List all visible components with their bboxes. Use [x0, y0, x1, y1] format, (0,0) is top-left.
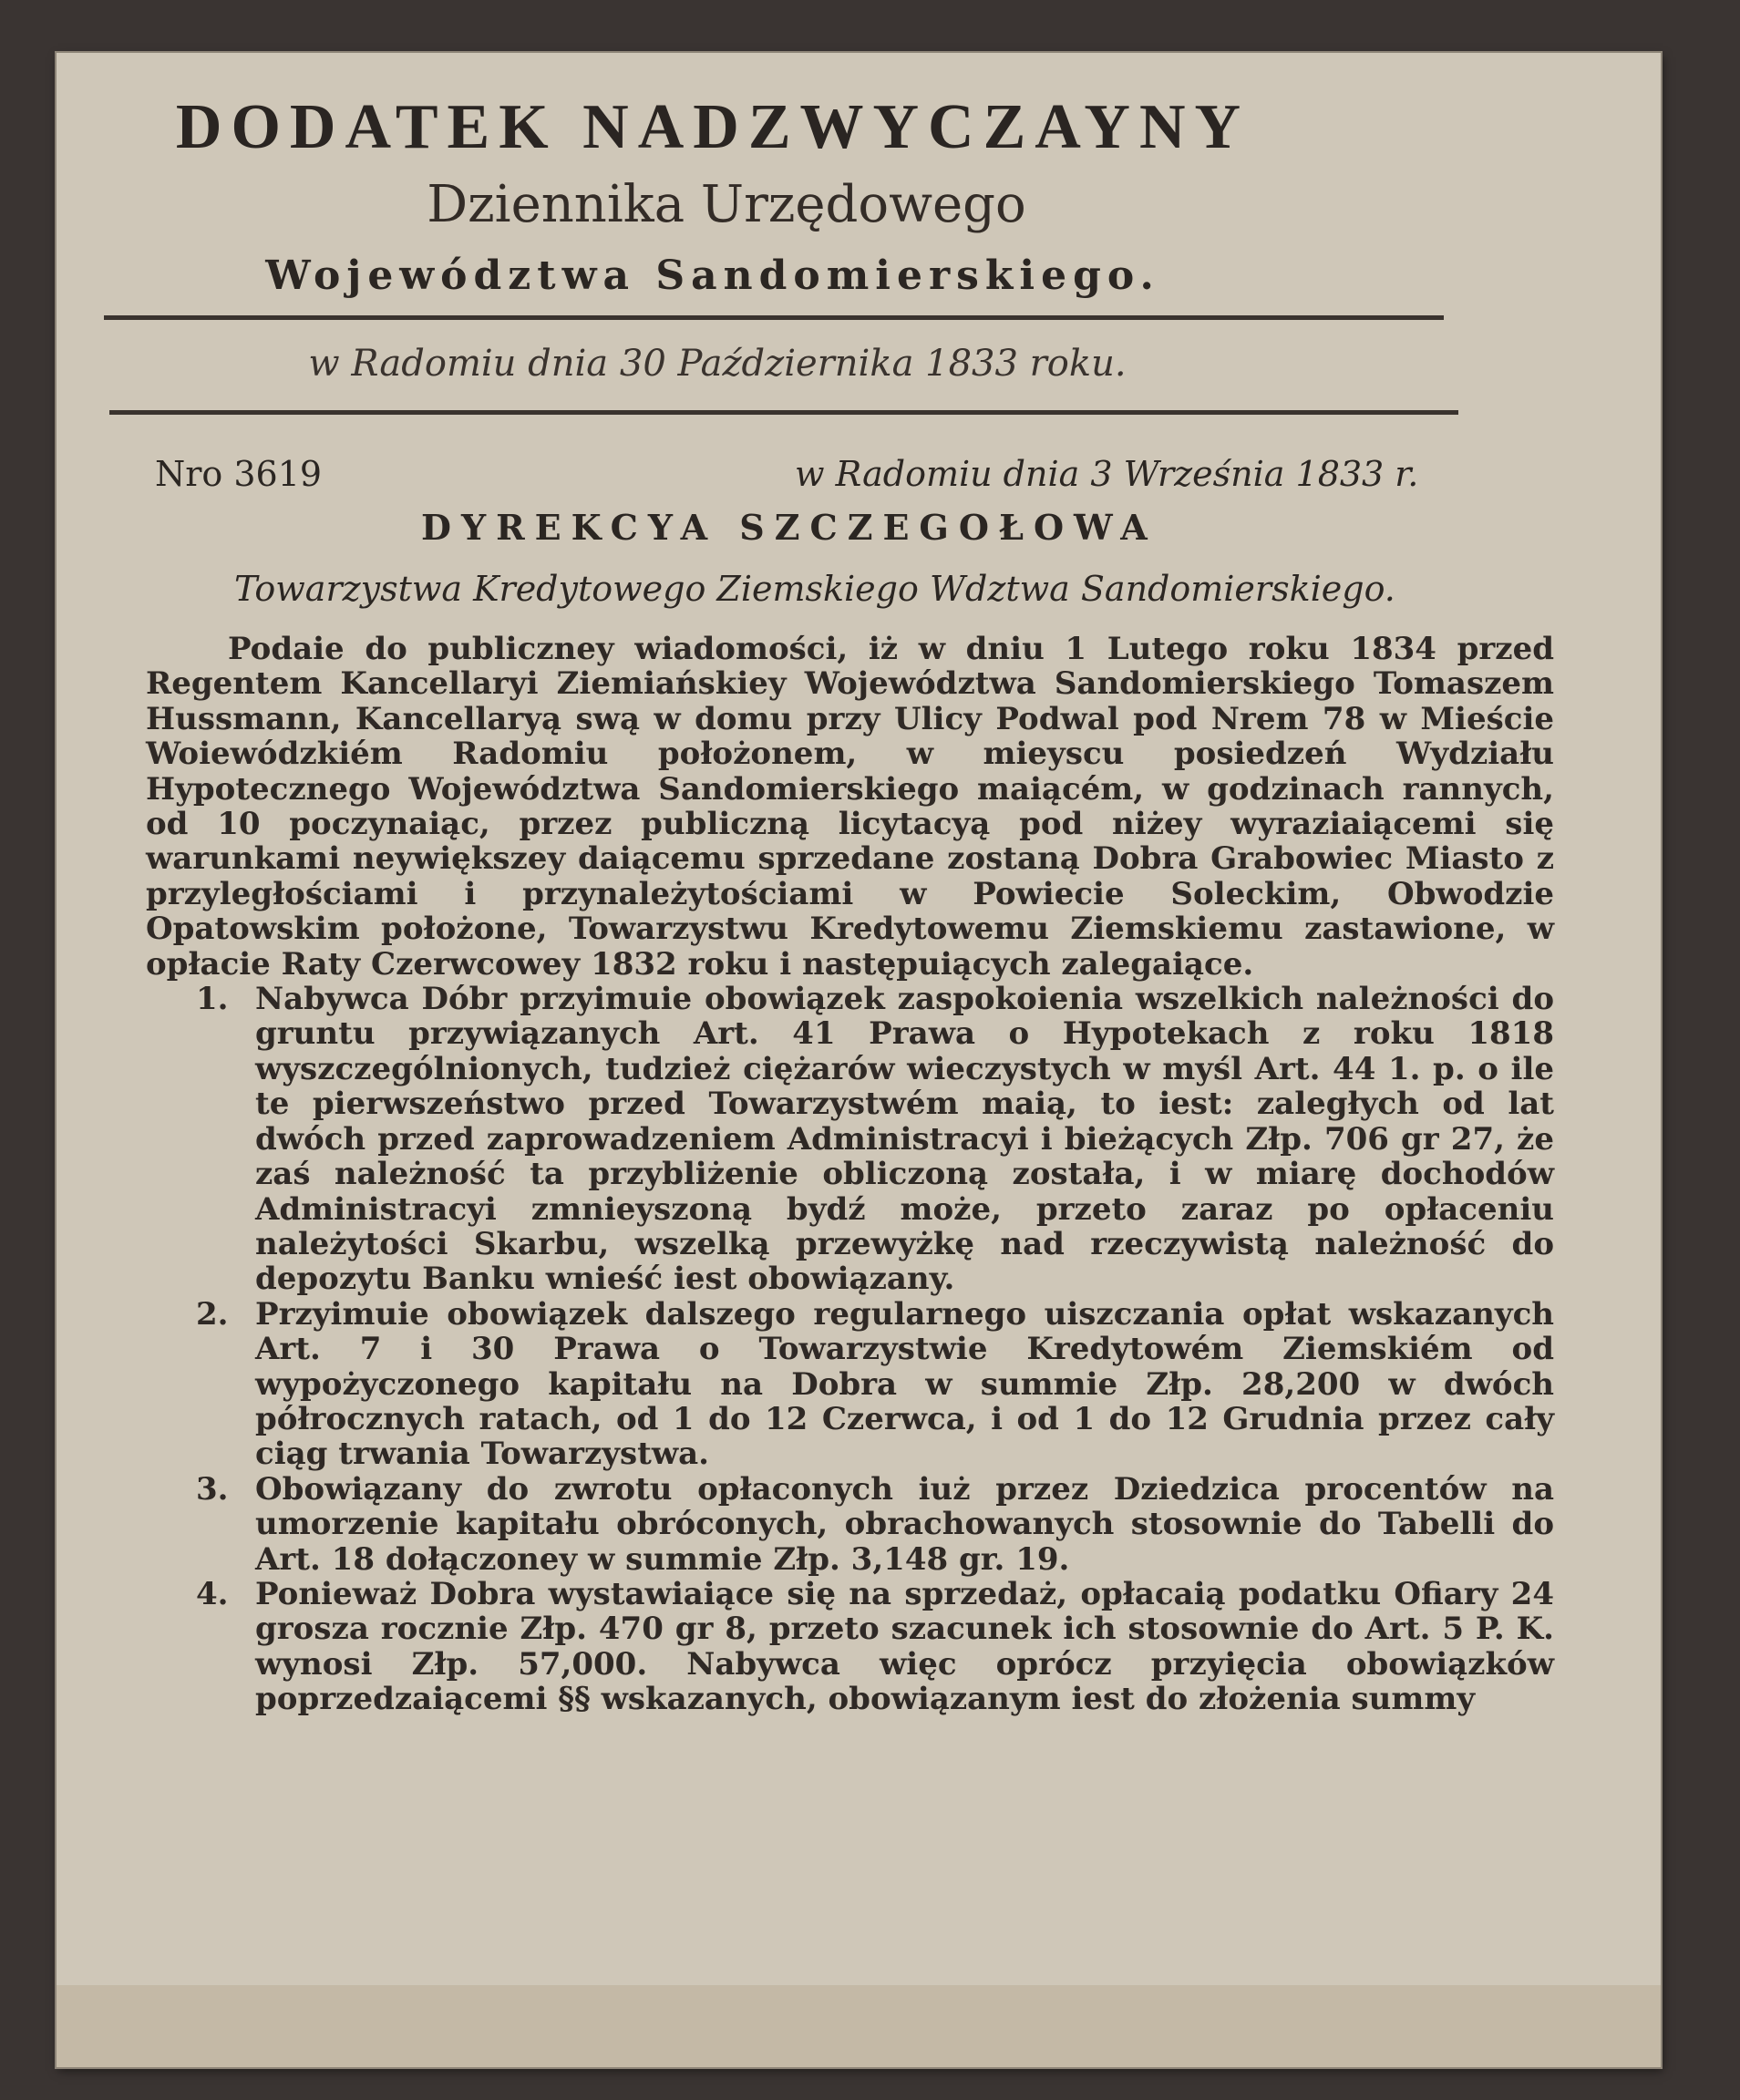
- document-page: [57, 53, 1661, 2067]
- condition-number: 3.: [196, 1470, 229, 1508]
- condition-item: [146, 982, 1554, 1297]
- condition-item: [146, 1472, 1554, 1577]
- divider-bottom: [109, 410, 1458, 415]
- condition-text: Nabywca Dóbr przyimuie obowiązek zaspokoienia wszelkich należności do gruntu przywiązanych Art. 41 Prawa o Hypotekach z roku 1818 wyszczególnionych, tudzież ciężarów wieczystych w myśl Art. 44 1. p. o ile te pierwszeństwo przed Towarzystwém maią, to iest: zaległych od lat dwóch przed zaprowadzeniem Administracyi i bieżących Złp. 706 gr 27, że zaś należność ta przybliżenie obliczoną została, i w miarę dochodów Administracyi zmnieyszoną bydź może, przeto zaraz po opłaceniu należytości Skarbu, wszelką przewyżkę nad rzeczywistą należność do depozytu Banku wnieść iest obowiązany.: [255, 981, 1554, 1298]
- condition-item: [146, 1297, 1554, 1472]
- condition-text: Przyimuie obowiązek dalszego regularnego uiszczania opłat wskazanych Art. 7 i 30 Prawa o Towarzystwie Kredytowém Ziemskiém od wypożyczonego kapitału na Dobra w summie Złp. 28,200 w dwóch półrocznych ratach, od 1 do 12 Czerwca, i od 1 do 12 Grudnia przez cały ciąg trwania Towarzystwa.: [255, 1295, 1554, 1473]
- condition-item: [146, 1577, 1554, 1717]
- divider-top: [104, 315, 1444, 320]
- masthead-region: Województwa Sandomierskiego.: [265, 252, 1160, 299]
- masthead-title: DODATEK NADZWYCZAYNY: [175, 92, 1251, 162]
- condition-number: 4.: [196, 1575, 229, 1612]
- condition-text: Ponieważ Dobra wystawiaiące się na sprzedaż, opłacaią podatku Ofiary 24 grosza rocznie Złp. 470 gr 8, przeto szacunek ich stosownie do Art. 5 P. K. wynosi Złp. 57,000. Nabywca więc oprócz przyięcia obowiązków poprzedzaiącemi §§ wskazanych, obowiązanym iest do złożenia summy: [255, 1575, 1554, 1718]
- issuing-office-subtitle: Towarzystwa Kredytowego Ziemskiego Wdztwa Sandomierskiego.: [234, 569, 1395, 609]
- notice-number: Nro 3619: [155, 454, 323, 494]
- condition-number: 2.: [196, 1295, 229, 1333]
- page-margin: [57, 1985, 1661, 2067]
- condition-number: 1.: [196, 981, 229, 1018]
- notice-body: [146, 632, 1554, 1717]
- issue-dateline: w Radomiu dnia 30 Października 1833 roku.: [308, 343, 1127, 385]
- condition-text: Obowiązany do zwrotu opłaconych iuż przez Dziedzica procentów na umorzenie kapitału obróconych, obrachowanych stosownie do Tabelli do Art. 18 dołączoney w summie Złp. 3,148 gr. 19.: [255, 1470, 1554, 1578]
- notice-place-date: w Radomiu dnia 3 Września 1833 r.: [795, 454, 1419, 494]
- masthead-subtitle: Dziennika Urzędowego: [427, 175, 1026, 234]
- notice-intro: Podaie do publiczney wiadomości, iż w dniu 1 Lutego roku 1834 przed Regentem Kancellaryi Ziemiańskiey Województwa Sandomierskiego Tomaszem Hussmann, Kancellaryą swą w domu przy Ulicy Podwal pod Nrem 78 w Mieście Woiewódzkiém Radomiu położonem, w mieyscu posiedzeń Wydziału Hypotecznego Województwa Sandomierskiego maiącém, w godzinach rannych, od 10 poczynaiąc, przez publiczną licytacyą pod niżey wyraziaiącemi się warunkami neywiększey daiącemu sprzedane zostaną Dobra Grabowiec Miasto z przyległościami i przynależytościami w Powiecie Soleckim, Obwodzie Opatowskim położone, Towarzystwu Kredytowemu Ziemskiemu zastawione, w opłacie Raty Czerwcowey 1832 roku i następuiących zalegaiące.: [146, 631, 1554, 983]
- masthead: [57, 89, 1661, 301]
- issuing-office: DYREKCYA SZCZEGOŁOWA: [421, 507, 1158, 548]
